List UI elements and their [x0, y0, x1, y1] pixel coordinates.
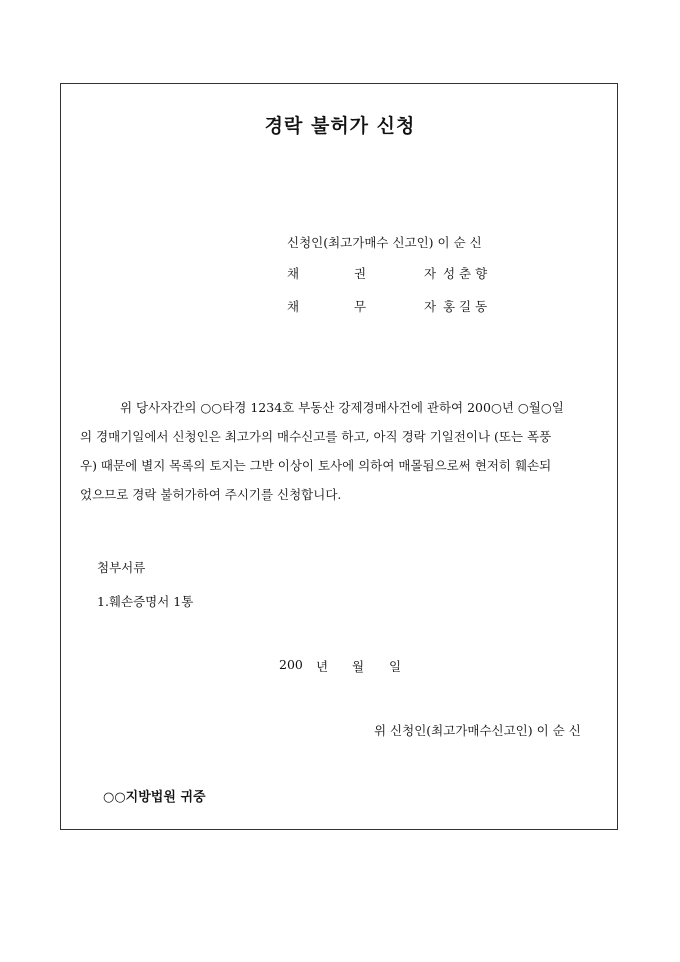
body-line-4: 었으므로 경락 불허가하여 주시기를 신청합니다. [80, 487, 342, 502]
body-line-3: 우) 때문에 별지 목록의 토지는 그반 이상이 토사에 의하여 매몰됨으로써 현저히 훼손되 [80, 458, 552, 473]
applicant-line: 신청인(최고가매수 신고인) 이 순 신 [287, 235, 482, 250]
attachment-item: 1.훼손증명서 1통 [97, 594, 194, 609]
signature-line: 위 신청인(최고가매수신고인) 이 순 신 [374, 723, 581, 738]
attachments-heading: 첨부서류 [97, 560, 146, 575]
debtor-label-3: 자 [424, 299, 437, 314]
body-line-1: 위 당사자간의 ○○타경 1234호 부동산 강제경매사건에 관하여 200○년 ○월○일 [120, 400, 564, 415]
document-title: 경락 불허가 신청 [264, 115, 416, 137]
debtor-label-1: 채 [287, 299, 300, 314]
creditor-label-3: 자 [424, 266, 437, 281]
court-addressee: ○○지방법원 귀중 [103, 790, 206, 805]
creditor-label-1: 채 [287, 266, 300, 281]
date-month-unit: 월 [352, 659, 365, 674]
debtor-name: 홍 길 동 [443, 299, 488, 314]
date-year: 200 [279, 657, 303, 672]
date-day-unit: 일 [389, 659, 402, 674]
creditor-label-2: 권 [354, 266, 367, 281]
body-line-2: 의 경매기일에서 신청인은 최고가의 매수신고를 하고, 아직 경락 기일전이나 (또는 폭풍 [80, 429, 552, 444]
creditor-name: 성 춘 향 [443, 266, 488, 281]
date-year-unit: 년 [316, 659, 329, 674]
debtor-label-2: 무 [354, 299, 367, 314]
application-body [80, 393, 600, 509]
